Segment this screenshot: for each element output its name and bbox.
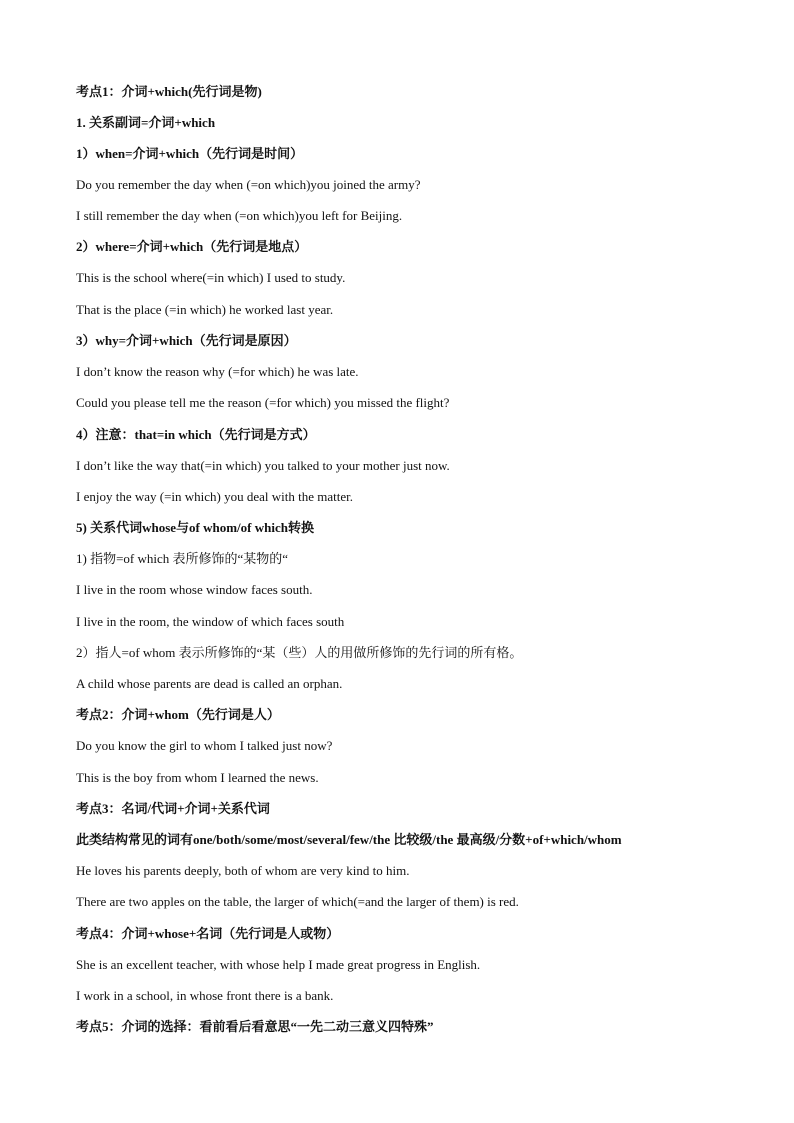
heading-line: 1. 关系副词=介词+which bbox=[76, 115, 216, 130]
heading-line: 考点1：介词+which(先行词是物) bbox=[76, 84, 262, 99]
heading-line: 考点3：名词/代词+介词+关系代词 bbox=[76, 801, 270, 816]
heading-line: 3）why=介词+which（先行词是原因） bbox=[76, 333, 297, 348]
text-line: Could you please tell me the reason (=for which) you missed the flight? bbox=[76, 395, 450, 410]
heading-line: 此类结构常见的词有one/both/some/most/several/few/the 比较级/the 最高级/分数+of+which/whom bbox=[76, 832, 622, 847]
heading-line: 4）注意：that=in which（先行词是方式） bbox=[76, 427, 316, 442]
text-line: I still remember the day when (=on which)you left for Beijing. bbox=[76, 208, 403, 223]
text-line: A child whose parents are dead is called an orphan. bbox=[76, 676, 343, 691]
text-line: He loves his parents deeply, both of whom are very kind to him. bbox=[76, 863, 410, 878]
text-line: I live in the room, the window of which faces south bbox=[76, 614, 345, 629]
text-line: I don’t know the reason why (=for which) he was late. bbox=[76, 364, 359, 379]
text-line: 1) 指物=of which 表所修饰的“某物的“ bbox=[76, 551, 289, 566]
text-line: 2）指人=of whom 表示所修饰的“某（些）人的用做所修饰的先行词的所有格。 bbox=[76, 645, 523, 660]
text-line: That is the place (=in which) he worked last year. bbox=[76, 302, 334, 317]
text-line: I enjoy the way (=in which) you deal with the matter. bbox=[76, 489, 354, 504]
text-line: I work in a school, in whose front there is a bank. bbox=[76, 988, 334, 1003]
text-line: This is the school where(=in which) I used to study. bbox=[76, 270, 346, 285]
heading-line: 考点2：介词+whom（先行词是人） bbox=[76, 707, 280, 722]
heading-line: 5) 关系代词whose与of whom/of which转换 bbox=[76, 520, 314, 535]
heading-line: 考点4：介词+whose+名词（先行词是人或物） bbox=[76, 926, 340, 941]
text-line: There are two apples on the table, the larger of which(=and the larger of them) is red. bbox=[76, 894, 519, 909]
heading-line: 2）where=介词+which（先行词是地点） bbox=[76, 239, 308, 254]
text-line: This is the boy from whom I learned the news. bbox=[76, 770, 319, 785]
heading-line: 1）when=介词+which（先行词是时间） bbox=[76, 146, 304, 161]
text-line: I live in the room whose window faces south. bbox=[76, 582, 313, 597]
heading-line: 考点5：介词的选择：看前看后看意思“一先二动三意义四特殊” bbox=[76, 1019, 434, 1034]
text-line: Do you know the girl to whom I talked just now? bbox=[76, 738, 333, 753]
text-line: She is an excellent teacher, with whose help I made great progress in English. bbox=[76, 957, 481, 972]
text-line: Do you remember the day when (=on which)you joined the army? bbox=[76, 177, 421, 192]
text-line: I don’t like the way that(=in which) you talked to your mother just now. bbox=[76, 458, 450, 473]
